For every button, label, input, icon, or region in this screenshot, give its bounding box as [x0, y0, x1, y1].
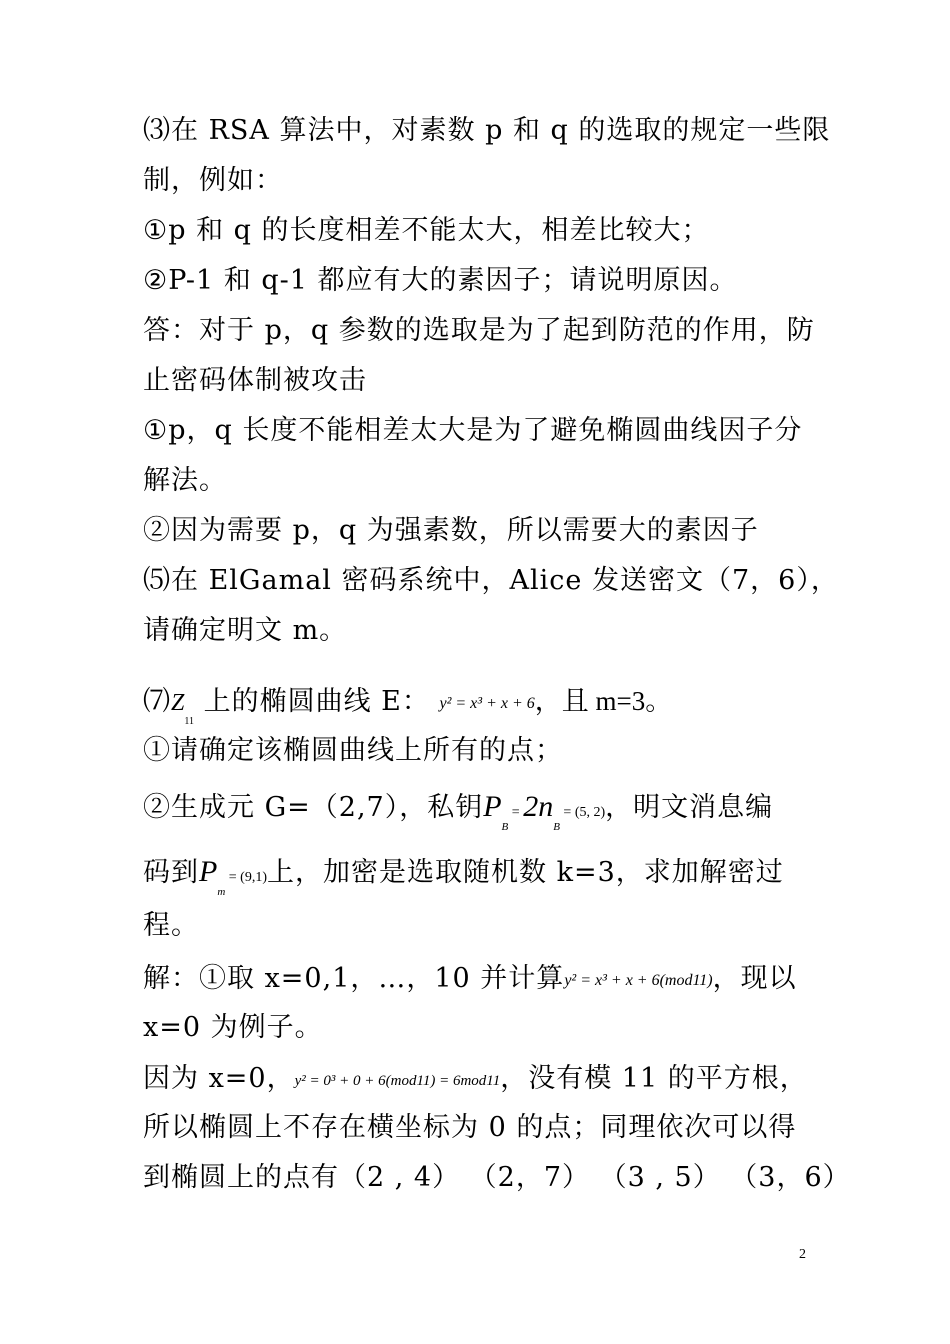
- paragraph-line: ①p 和 q 的长度相差不能太大，相差比较大；: [143, 215, 710, 246]
- paragraph-line: 程。: [143, 910, 199, 941]
- curve-equation-mod: y² = x³ + x + 6(mod11): [564, 972, 713, 989]
- text-run: 上的椭圆曲线 E：: [194, 686, 430, 717]
- math-equals: =: [508, 805, 524, 820]
- paragraph-line: ⑶在 RSA 算法中，对素数 p 和 q 的选取的规定一些限: [143, 115, 831, 146]
- paragraph-line: 制，例如：: [143, 165, 283, 196]
- paragraph-line: 所以椭圆上不存在横坐标为 0 的点；同理依次可以得: [143, 1112, 797, 1143]
- paragraph-line: 到椭圆上的点有（2 , 4） （2，7） （3 , 5） （3，6）: [143, 1162, 851, 1193]
- example-equation: y² = 0³ + 0 + 6(mod11) = 6mod11: [294, 1073, 501, 1089]
- math-symbol-z: Z: [171, 690, 185, 716]
- paragraph-line: 止密码体制被攻击: [143, 365, 367, 396]
- math-symbol-p: P: [483, 790, 502, 823]
- math-symbol-p: P: [199, 855, 218, 888]
- paragraph-line: ②P-1 和 q-1 都应有大的素因子；请说明原因。: [143, 265, 738, 296]
- math-subscript: 11: [184, 716, 194, 727]
- math-symbol-2n: 2n: [523, 790, 554, 823]
- paragraph-line: ⑸在 ElGamal 密码系统中，Alice 发送密文（7，6），: [143, 565, 839, 596]
- math-subscript: B: [553, 821, 560, 833]
- paragraph-line-solution: [143, 959, 823, 1001]
- math-value: = (5, 2): [559, 805, 606, 820]
- paragraph-line: ①请确定该椭圆曲线上所有的点；: [143, 735, 563, 766]
- math-value: = (9,1): [225, 870, 268, 885]
- text-run: 因为 x=0，: [143, 1063, 295, 1094]
- paragraph-line: 请确定明文 m。: [143, 615, 348, 646]
- page-number: 2: [799, 1247, 806, 1262]
- paragraph-line: 解法。: [143, 465, 227, 496]
- text-run: 上，加密是选取随机数 k=3，求加解密过: [267, 857, 784, 888]
- paragraph-line: ②因为需要 p，q 为强素数，所以需要大的素因子: [143, 515, 759, 546]
- paragraph-line: x=0 为例子。: [143, 1012, 323, 1043]
- text-run: ，现以: [712, 963, 797, 994]
- curve-equation: y² = x³ + x + 6: [439, 695, 535, 712]
- paragraph-line-example: [143, 1059, 823, 1101]
- paragraph-line: 答：对于 p，q 参数的选取是为了起到防范的作用，防: [143, 315, 815, 346]
- math-subscript: m: [217, 886, 226, 898]
- math-subscript: B: [501, 821, 509, 833]
- paragraph-line-key: [143, 787, 823, 847]
- paragraph-line: ①p，q 长度不能相差太大是为了避免椭圆曲线因子分: [143, 415, 803, 446]
- item-number: ⑺: [143, 686, 171, 717]
- text-run: ②生成元 G=（2,7），私钥: [143, 792, 484, 823]
- text-run: ，且 m=3。: [534, 686, 673, 716]
- text-run: 码到: [143, 857, 199, 888]
- text-run: 解：①取 x=0,1，…，10 并计算: [143, 963, 565, 994]
- text-run: ，没有模 11 的平方根，: [500, 1063, 808, 1094]
- text-run: ，明文消息编: [605, 792, 774, 823]
- paragraph-line-message: [143, 852, 823, 912]
